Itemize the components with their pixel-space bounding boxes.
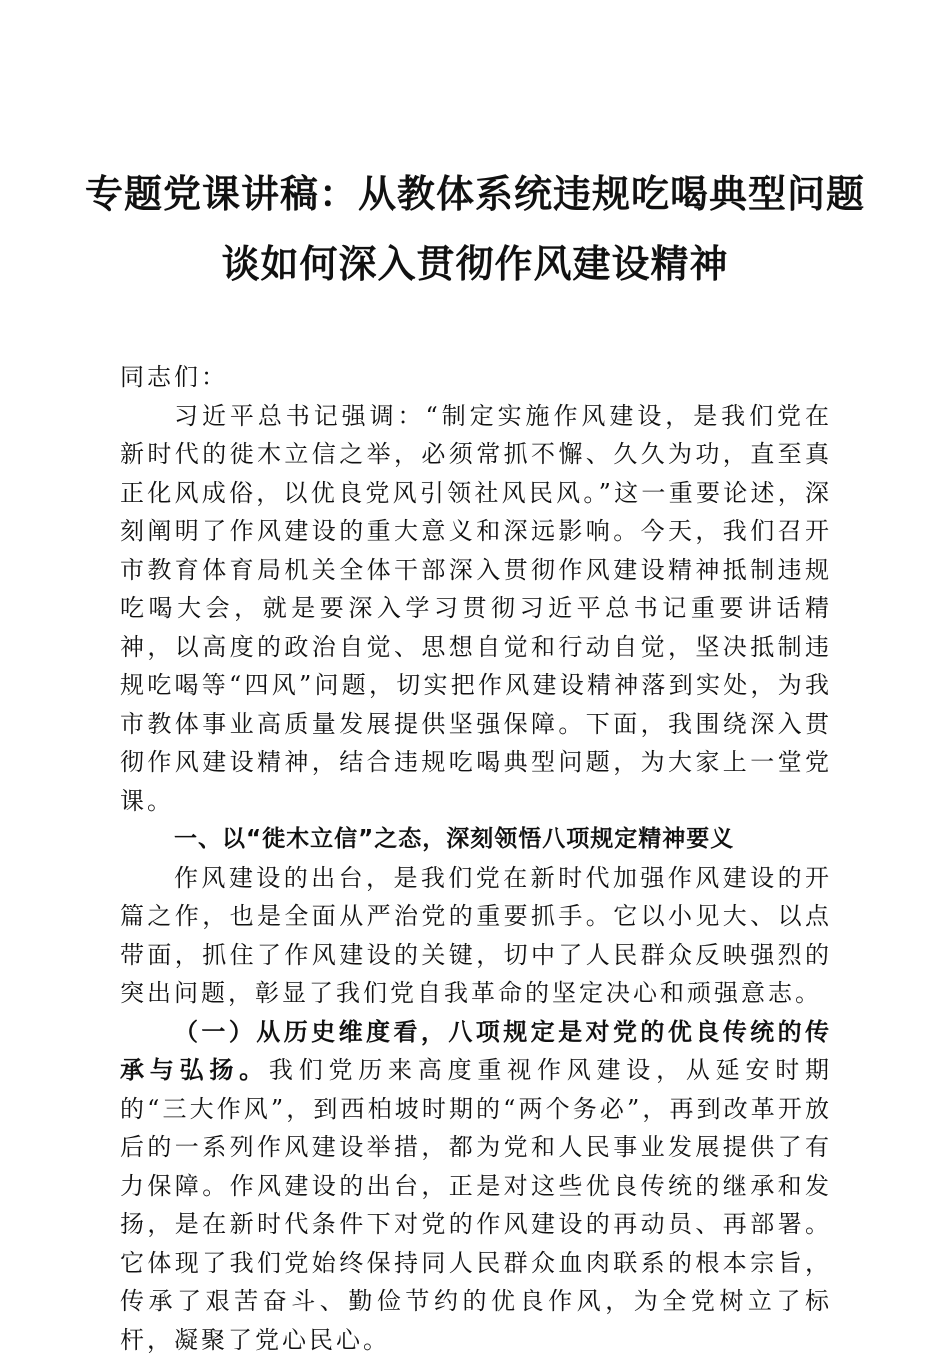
salutation: 同志们： <box>120 358 832 397</box>
section-1-paragraph: 作风建设的出台，是我们党在新时代加强作风建设的开篇之作，也是全面从严治党的重要抓手。它以小见大、以点带面，抓住了作风建设的关键，切中了人民群众反映强烈的突出问题，彰显了我们党自我革命的坚定决心和顽强意志。 <box>120 859 832 1013</box>
subsection-1-text: 我们党历来高度重视作风建设，从延安时期的“三大作风”，到西柏坡时期的“两个务必”，再到改革开放后的一系列作风建设举措，都为党和人民事业发展提供了有力保障。作风建设的出台，正是对这些优良传统的继承和发扬，是在新时代条件下对党的作风建设的再动员、再部署。它体现了我们党始终保持同人民群众血肉联系的根本宗旨，传承了艰苦奋斗、勤俭节约的优良作风，为全党树立了标杆，凝聚了党心民心。 <box>120 1056 832 1354</box>
intro-paragraph: 习近平总书记强调：“制定实施作风建设，是我们党在新时代的徙木立信之举，必须常抓不懈、久久为功，直至真正化风成俗，以优良党风引领社风民风。”这一重要论述，深刻阐明了作风建设的重大意义和深远影响。今天，我们召开市教育体育局机关全体干部深入贯彻作风建设精神抵制违规吃喝大会，就是要深入学习贯彻习近平总书记重要讲话精神，以高度的政治自觉、思想自觉和行动自觉，坚决抵制违规吃喝等“四风”问题，切实把作风建设精神落到实处，为我市教体事业高质量发展提供坚强保障。下面，我围绕深入贯彻作风建设精神，结合违规吃喝典型问题，为大家上一堂党课。 <box>120 397 832 821</box>
subsection-1-heading: （一）从历史维度看，八项规定是对党的优良传统的传承与弘扬。 <box>120 1017 832 1085</box>
document-title-line-1: 专题党课讲稿：从教体系统违规吃喝典型问题 <box>60 168 890 220</box>
document-body <box>120 358 832 1359</box>
section-1-heading: 一、以“徙木立信”之态，深刻领悟八项规定精神要义 <box>120 820 832 859</box>
document-title-line-2: 谈如何深入贯彻作风建设精神 <box>60 238 890 290</box>
subsection-1-paragraph <box>120 1013 832 1359</box>
